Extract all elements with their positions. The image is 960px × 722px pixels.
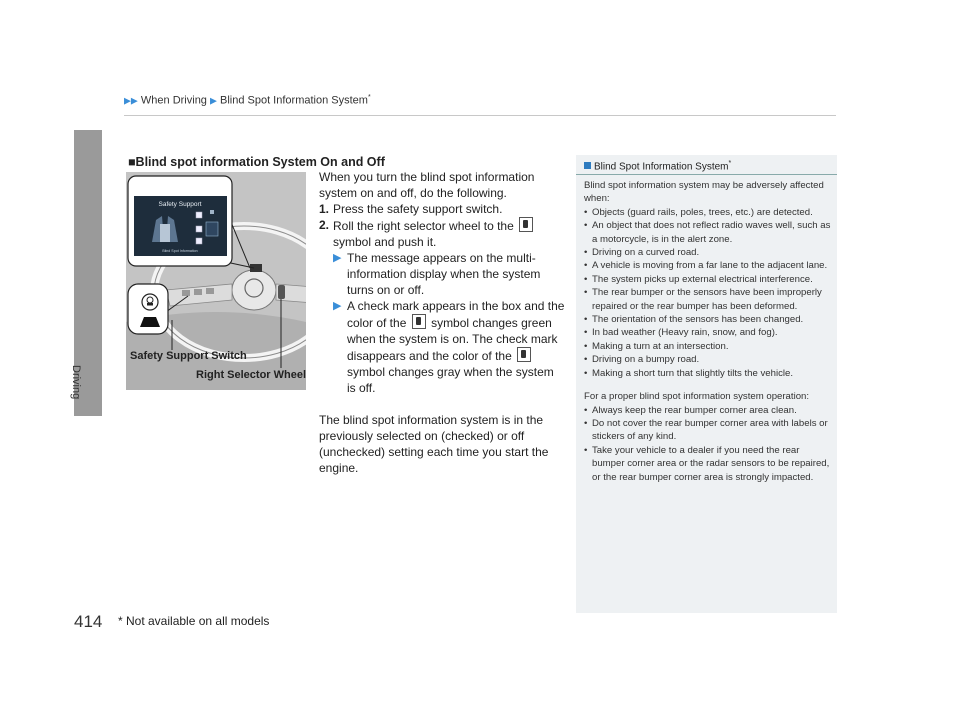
screen-caption: Blind Spot Information (162, 249, 198, 253)
bullet-dot-icon: • (584, 417, 588, 429)
note-bullet (584, 219, 831, 246)
not-all-models-mark: * (728, 160, 732, 167)
instructions (319, 169, 565, 476)
note-bullet (584, 417, 831, 444)
bullet-dot-icon: • (584, 444, 588, 456)
section-heading: ■Blind spot information System On and Off (128, 155, 385, 169)
bullet-dot-icon: • (584, 220, 588, 232)
bullet-dot-icon: • (584, 273, 588, 285)
screen-title: Safety Support (158, 201, 202, 208)
note-bullet (584, 444, 831, 484)
note-bullet-text: An object that does not reflect radio waves well, such as a motorcycle, is in the alert zone. (592, 220, 831, 245)
bullet-dot-icon: • (584, 247, 588, 259)
page-number: 414 (74, 612, 103, 631)
step-1 (319, 201, 565, 217)
breadcrumb (124, 94, 371, 107)
step-text: symbol and push it. (333, 235, 437, 249)
note-bullet-text: Take your vehicle to a dealer if you need the rear bumper corner area or the radar sensors to be repaired, or the rear bumper corner area is strongly impacted. (592, 444, 830, 483)
note-bullet (584, 404, 831, 417)
note-bullet (584, 246, 831, 259)
note-bullet (584, 367, 831, 380)
not-all-models-mark: * (367, 94, 371, 101)
figure-label-wheel: Right Selector Wheel (196, 369, 307, 381)
blind-spot-symbol-icon (412, 314, 426, 329)
step-text-group (333, 217, 565, 250)
footnote: * Not available on all models (118, 614, 270, 628)
note-bullet-text: In bad weather (Heavy rain, snow, and fog). (592, 327, 778, 339)
breadcrumb-arrow-icon: ▶▶ (124, 95, 138, 106)
note-bullet (584, 353, 831, 366)
result-text: A check mark appears in the box and the color of the (347, 299, 565, 330)
result-text: The message appears on the multi-information display when the system turns on or off. (347, 251, 541, 297)
note-bullet-text: Driving on a bumpy road. (592, 354, 700, 366)
note-bullet (584, 206, 831, 219)
step-text: Press the safety support switch. (333, 202, 503, 216)
note-bullet-text: A vehicle is moving from a far lane to the adjacent lane. (592, 260, 828, 272)
bullet-dot-icon: • (584, 367, 588, 379)
note-bullet-text: Objects (guard rails, poles, trees, etc.) are detected. (592, 206, 813, 218)
note-bullet-text: The rear bumper or the sensors have been improperly repaired or the rear bumper has been deformed. (592, 287, 822, 312)
result-arrow-icon: ▶ (333, 252, 342, 264)
note-intro: Blind spot information system may be adversely affected when: (584, 180, 824, 205)
note-bullet (584, 313, 831, 326)
note-bullet-text: The system picks up external electrical interference. (592, 273, 813, 285)
bullet-dot-icon: • (584, 314, 588, 326)
result-text-group (347, 298, 565, 396)
step-text: Roll the right selector wheel to the (333, 219, 514, 233)
result-text: symbol changes green when the system is on. The check mark disappears and the color of the (347, 316, 558, 363)
note-marker-icon (584, 162, 591, 169)
breadcrumb-arrow-icon: ▶ (210, 95, 217, 106)
intro-text: When you turn the blind spot information system on and off, do the following. (319, 170, 535, 200)
bullet-dot-icon: • (584, 404, 588, 416)
bullet-dot-icon: • (584, 206, 588, 218)
note-bullet (584, 259, 831, 272)
note-bullet-text: Making a turn at an intersection. (592, 340, 729, 352)
blind-spot-symbol-icon (517, 347, 531, 362)
note-bullet-text: Always keep the rear bumper corner area clean. (592, 404, 797, 416)
breadcrumb-item[interactable]: When Driving (140, 94, 207, 107)
step-2 (319, 217, 565, 250)
breadcrumb-item-current[interactable]: Blind Spot Information System (219, 94, 368, 107)
note-bullet (584, 340, 831, 353)
result-1 (333, 250, 565, 298)
note-bullet-list (584, 206, 831, 380)
step-number: 2. (319, 218, 330, 232)
bullet-dot-icon: • (584, 340, 588, 352)
body-paragraph: The blind spot information system is in the previously selected on (checked) or off (unchecked) setting each time you start the engine. (319, 413, 549, 475)
note-title (584, 160, 731, 172)
note-bullet (584, 326, 831, 339)
note-body (584, 179, 831, 484)
note-bullet-text: The orientation of the sensors has been changed. (592, 314, 804, 326)
header-rule (124, 115, 836, 116)
section-tab-label: Driving (70, 365, 82, 400)
note-bullet-text: Do not cover the rear bumper corner area with labels or stickers of any kind. (592, 417, 828, 443)
note-bullet (584, 286, 831, 313)
result-arrow-icon: ▶ (333, 300, 342, 312)
result-2 (333, 298, 565, 396)
note-title-text: Blind Spot Information System (594, 161, 729, 173)
bullet-dot-icon: • (584, 327, 588, 339)
bullet-dot-icon: • (584, 354, 588, 366)
bullet-dot-icon: • (584, 260, 588, 272)
note-bullet-list-2 (584, 404, 831, 484)
step-number: 1. (319, 202, 330, 216)
blind-spot-symbol-icon (519, 217, 533, 232)
bullet-dot-icon: • (584, 287, 588, 299)
figure-label-switch: Safety Support Switch (130, 350, 247, 362)
note-bullet-text: Making a short turn that slightly tilts the vehicle. (592, 367, 794, 379)
note-bullet-text: Driving on a curved road. (592, 247, 700, 259)
note-rule (576, 174, 837, 175)
note-intro-2: For a proper blind spot information system operation: (584, 391, 810, 403)
note-bullet (584, 273, 831, 286)
note-box (576, 155, 837, 613)
result-text: symbol changes gray when the system is off. (347, 365, 554, 395)
